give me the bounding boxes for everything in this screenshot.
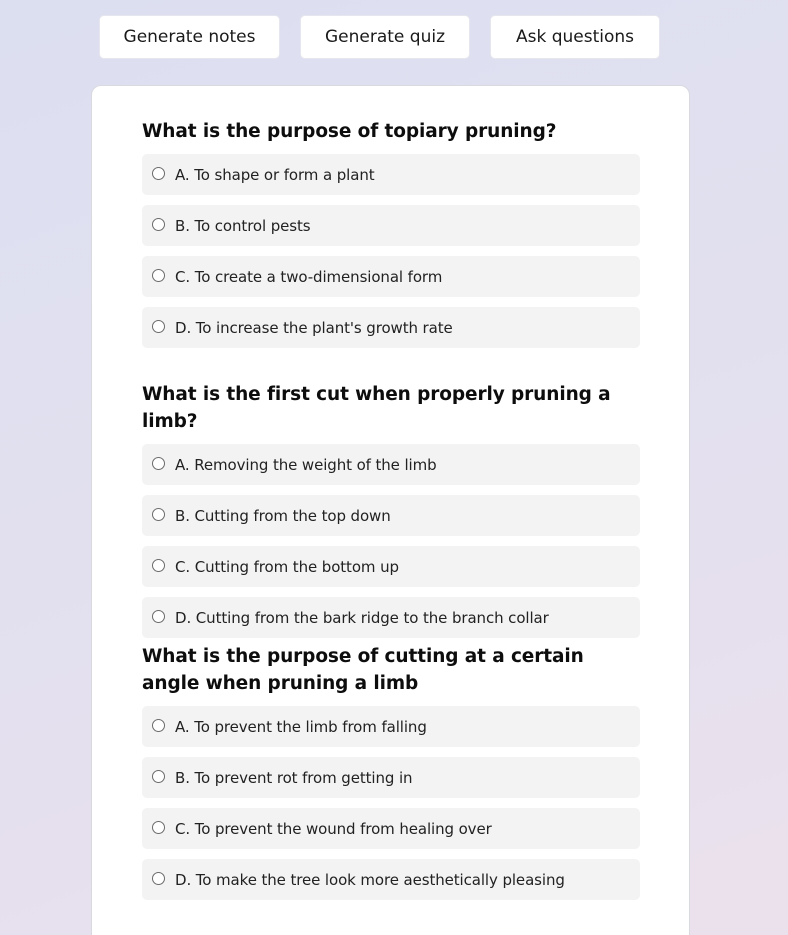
radio-button[interactable] [152,320,165,333]
radio-button[interactable] [152,719,165,732]
answer-option[interactable] [142,597,640,638]
answer-option-label: A. To shape or form a plant [175,165,375,184]
question-text: What is the purpose of topiary pruning? [142,121,557,142]
answer-option-label: C. To create a two-dimensional form [175,267,443,286]
answer-option[interactable] [142,546,640,587]
answer-option-label: D. To make the tree look more aesthetically pleasing [175,870,565,889]
radio-button[interactable] [152,269,165,282]
radio-button[interactable] [152,457,165,470]
radio-button[interactable] [152,559,165,572]
answer-option-label: B. To control pests [175,216,311,235]
quiz-question [142,118,640,358]
answer-option[interactable] [142,495,640,536]
quiz-card [91,85,690,935]
radio-button[interactable] [152,508,165,521]
quiz-question [142,381,640,648]
answer-option[interactable] [142,757,640,798]
radio-button[interactable] [152,872,165,885]
answer-option-label: C. Cutting from the bottom up [175,557,399,576]
answer-option[interactable] [142,808,640,849]
answer-option[interactable] [142,444,640,485]
generate-quiz-button[interactable]: Generate quiz [300,15,470,59]
radio-button[interactable] [152,821,165,834]
question-text: What is the purpose of cutting at a certain angle when pruning a limb [142,646,584,694]
radio-button[interactable] [152,770,165,783]
generate-notes-button[interactable]: Generate notes [99,15,280,59]
radio-button[interactable] [152,167,165,180]
radio-button[interactable] [152,218,165,231]
question-text: What is the first cut when properly pruning a limb? [142,384,611,432]
answer-option[interactable] [142,706,640,747]
answer-option-label: D. Cutting from the bark ridge to the branch collar [175,608,549,627]
answer-option[interactable] [142,859,640,900]
answer-option[interactable] [142,205,640,246]
answer-option[interactable] [142,307,640,348]
quiz-question [142,643,640,910]
answer-option-label: C. To prevent the wound from healing over [175,819,492,838]
answer-option-label: D. To increase the plant's growth rate [175,318,453,337]
answer-option[interactable] [142,256,640,297]
answer-option[interactable] [142,154,640,195]
answer-option-label: A. To prevent the limb from falling [175,717,427,736]
answer-option-label: B. Cutting from the top down [175,506,391,525]
ask-questions-button[interactable]: Ask questions [490,15,660,59]
answer-option-label: A. Removing the weight of the limb [175,455,437,474]
radio-button[interactable] [152,610,165,623]
answer-option-label: B. To prevent rot from getting in [175,768,413,787]
